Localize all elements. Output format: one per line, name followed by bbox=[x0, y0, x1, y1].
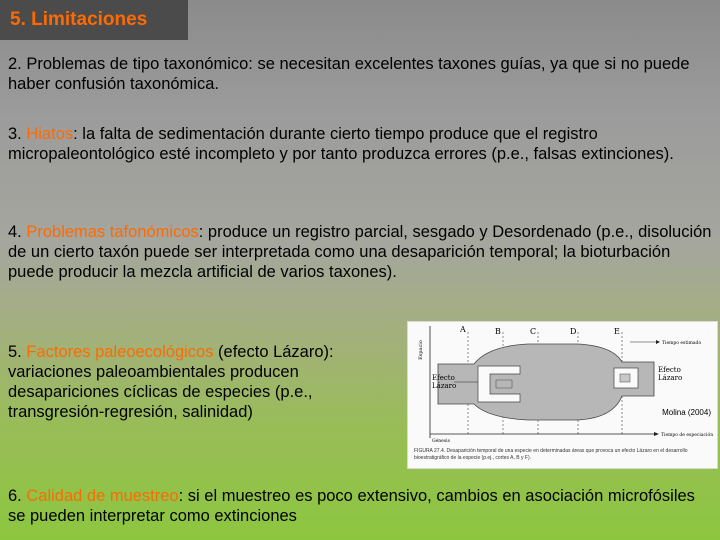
axis-top-label: Tiempo estimado bbox=[662, 341, 702, 346]
lazarus-gap-right-inner bbox=[620, 374, 630, 382]
item-number: 3. bbox=[8, 125, 22, 143]
column-label-d: D bbox=[570, 327, 577, 336]
column-label-a: A bbox=[460, 325, 466, 334]
item-text: : si el muestreo es poco extensivo, cambios en asociación microfósiles se pueden interpretar como extinciones bbox=[8, 487, 695, 525]
column-label-c: C bbox=[530, 327, 537, 336]
item-taxonomic-problems bbox=[8, 54, 708, 94]
right-annotation-line-2: Lázaro bbox=[658, 374, 683, 382]
axis-bottom-label: Tiempo de especiación bbox=[661, 433, 714, 438]
right-annotation-line-1: Efecto bbox=[658, 366, 681, 374]
item-text: : produce un registro parcial, sesgado y Desordenado (p.e., disolución de un cierto taxón puede ser interpretada como una desaparición temporal; la bioturbación puede producir la mezcla artificial de varios taxones). bbox=[8, 223, 712, 281]
item-paleoecological-factors bbox=[8, 342, 406, 422]
lazarus-diagram bbox=[408, 322, 717, 444]
lazarus-gap-left-inner bbox=[496, 380, 512, 388]
lazarus-effect-figure bbox=[407, 321, 718, 469]
item-number: 4. bbox=[8, 223, 22, 241]
column-label-e: E bbox=[614, 327, 620, 336]
highlighted-term: Calidad de muestreo bbox=[21, 487, 179, 505]
item-text: Problemas de tipo taxonómico: se necesitan excelentes taxones guías, ya que si no puede haber confusión taxonómica. bbox=[8, 55, 690, 93]
item-text: (efecto Lázaro): variaciones paleoambientales producen desapariciones cíclicas de especies (p.e., transgresión-regresión, salinidad) bbox=[8, 343, 334, 421]
item-taphonomic-problems bbox=[8, 222, 713, 282]
slide-title: 5. Limitaciones bbox=[0, 0, 188, 40]
column-label-b: B bbox=[495, 327, 501, 336]
highlighted-term: Factores paleoecológicos bbox=[21, 343, 214, 361]
figure-credit: Molina (2004) bbox=[662, 408, 711, 417]
item-hiatus bbox=[8, 124, 708, 164]
item-text: : la falta de sedimentación durante cierto tiempo produce que el registro micropaleontológico esté incompleto y por tanto produzca errores (p.e., falsas extinciones). bbox=[8, 125, 674, 163]
left-annotation-line-2: Lázaro bbox=[432, 382, 457, 390]
item-sampling-quality bbox=[8, 486, 708, 526]
figure-caption: FIGURA 27.4. Desaparición temporal de una especie en determinadas áreas que provoca un efecto Lázaro en el desarrollo bioestratigráfico de la especie (p.ej., cortes A, B y F). bbox=[414, 448, 688, 461]
highlighted-term: Problemas tafonómicos bbox=[21, 223, 199, 241]
item-number: 6. bbox=[8, 487, 22, 505]
item-number: 5. bbox=[8, 343, 22, 361]
bottom-left-label: Génesis bbox=[432, 439, 450, 444]
axis-y-label: Espacio bbox=[418, 340, 424, 360]
item-number: 2. bbox=[8, 55, 22, 73]
left-annotation-line-1: Efecto bbox=[432, 374, 455, 382]
highlighted-term: Hiatos bbox=[21, 125, 74, 143]
